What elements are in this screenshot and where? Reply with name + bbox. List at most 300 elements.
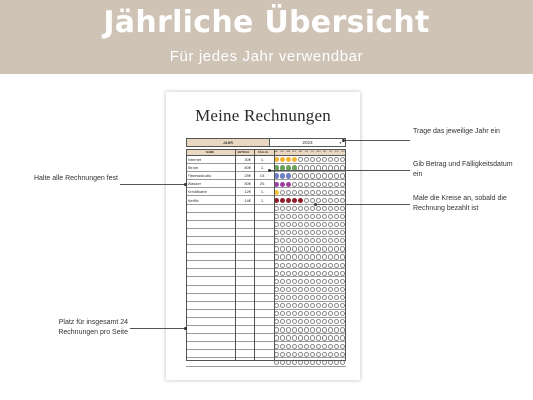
payment-circle[interactable] [280, 190, 285, 195]
bill-name[interactable]: Internet [187, 157, 202, 162]
payment-circle[interactable] [334, 271, 339, 276]
payment-circle[interactable] [310, 206, 315, 211]
payment-circle[interactable] [316, 279, 321, 284]
table-row[interactable] [186, 286, 346, 294]
payment-circle[interactable] [286, 352, 291, 357]
payment-circle[interactable] [328, 344, 333, 349]
bill-name[interactable]: Wasser [187, 181, 201, 187]
bill-amount[interactable]: 14€ [244, 197, 251, 203]
payment-circle[interactable] [298, 214, 303, 219]
payment-circle[interactable] [274, 303, 279, 308]
payment-circle[interactable] [316, 352, 321, 357]
table-row[interactable] [186, 213, 346, 221]
payment-circle[interactable] [334, 230, 339, 235]
payment-circle[interactable] [328, 279, 333, 284]
payment-circle[interactable] [310, 263, 315, 268]
payment-circle[interactable] [274, 335, 279, 340]
payment-circle[interactable] [304, 303, 309, 308]
payment-circle[interactable] [292, 327, 297, 332]
payment-circle[interactable] [292, 263, 297, 268]
payment-circle[interactable] [304, 222, 309, 227]
payment-circle[interactable] [286, 287, 291, 292]
payment-circle[interactable] [280, 295, 285, 300]
payment-circle[interactable] [316, 206, 321, 211]
payment-circle[interactable] [286, 279, 291, 284]
payment-circle[interactable] [340, 319, 345, 324]
payment-circle[interactable] [334, 311, 339, 316]
payment-circle[interactable] [340, 327, 345, 332]
payment-circle[interactable] [328, 198, 333, 203]
payment-circle[interactable] [286, 360, 291, 365]
payment-circle[interactable] [280, 303, 285, 308]
payment-circle[interactable] [310, 335, 315, 340]
payment-circle[interactable] [304, 287, 309, 292]
payment-circle[interactable] [304, 254, 309, 259]
payment-circle[interactable] [274, 190, 279, 195]
table-row[interactable] [186, 245, 346, 253]
payment-circle[interactable] [292, 222, 297, 227]
payment-circle[interactable] [316, 311, 321, 316]
payment-circle[interactable] [274, 206, 279, 211]
table-row[interactable] [186, 180, 346, 188]
payment-circle[interactable] [322, 360, 327, 365]
payment-circle[interactable] [280, 254, 285, 259]
payment-circle[interactable] [328, 230, 333, 235]
payment-circle[interactable] [298, 198, 303, 203]
table-row[interactable] [186, 237, 346, 245]
payment-circle[interactable] [328, 238, 333, 243]
payment-circle[interactable] [286, 230, 291, 235]
payment-circle[interactable] [298, 311, 303, 316]
payment-circle[interactable] [334, 214, 339, 219]
payment-circle[interactable] [322, 254, 327, 259]
payment-circle[interactable] [286, 173, 291, 178]
payment-circle[interactable] [298, 352, 303, 357]
payment-circle[interactable] [322, 352, 327, 357]
payment-circle[interactable] [292, 157, 297, 162]
payment-circle[interactable] [298, 173, 303, 178]
payment-circle[interactable] [316, 303, 321, 308]
payment-circle[interactable] [304, 238, 309, 243]
payment-circle[interactable] [304, 335, 309, 340]
bill-amount[interactable]: 80€ [244, 165, 251, 171]
payment-circle[interactable] [334, 206, 339, 211]
payment-circle[interactable] [274, 360, 279, 365]
payment-circle[interactable] [340, 303, 345, 308]
payment-circle[interactable] [304, 190, 309, 195]
payment-circle[interactable] [286, 327, 291, 332]
payment-circle[interactable] [316, 319, 321, 324]
payment-circle[interactable] [280, 352, 285, 357]
payment-circle[interactable] [280, 230, 285, 235]
payment-circle[interactable] [298, 287, 303, 292]
payment-circle[interactable] [286, 254, 291, 259]
payment-circle[interactable] [304, 173, 309, 178]
payment-circle[interactable] [328, 157, 333, 162]
payment-circle[interactable] [310, 254, 315, 259]
payment-circle[interactable] [316, 198, 321, 203]
bill-due-date[interactable]: 15. [259, 173, 266, 179]
payment-circle[interactable] [298, 335, 303, 340]
payment-circle[interactable] [340, 246, 345, 251]
payment-circle[interactable] [340, 352, 345, 357]
payment-circle[interactable] [328, 190, 333, 195]
bill-due-date[interactable]: 1. [260, 197, 265, 203]
table-row[interactable] [186, 302, 346, 310]
payment-circle[interactable] [286, 303, 291, 308]
payment-circle[interactable] [322, 222, 327, 227]
payment-circle[interactable] [334, 238, 339, 243]
table-row[interactable] [186, 326, 346, 334]
payment-circle[interactable] [292, 335, 297, 340]
payment-circle[interactable] [286, 319, 291, 324]
payment-circle[interactable] [274, 238, 279, 243]
payment-circle[interactable] [298, 254, 303, 259]
table-row[interactable] [186, 318, 346, 326]
payment-circle[interactable] [292, 295, 297, 300]
bill-due-date[interactable]: 1. [260, 165, 265, 171]
payment-circle[interactable] [298, 279, 303, 284]
payment-circle[interactable] [286, 198, 291, 203]
payment-circle[interactable] [310, 352, 315, 357]
payment-circle[interactable] [310, 246, 315, 251]
payment-circle[interactable] [334, 287, 339, 292]
payment-circle[interactable] [316, 157, 321, 162]
payment-circle[interactable] [280, 335, 285, 340]
payment-circle[interactable] [304, 279, 309, 284]
bill-due-date[interactable]: 1. [260, 189, 265, 195]
payment-circle[interactable] [334, 254, 339, 259]
table-row[interactable] [186, 188, 346, 196]
table-row[interactable] [186, 261, 346, 269]
payment-circle[interactable] [316, 271, 321, 276]
payment-circle[interactable] [322, 279, 327, 284]
table-row[interactable] [186, 253, 346, 261]
payment-circle[interactable] [292, 271, 297, 276]
payment-circle[interactable] [304, 344, 309, 349]
payment-circle[interactable] [316, 327, 321, 332]
payment-circle[interactable] [274, 279, 279, 284]
payment-circle[interactable] [328, 335, 333, 340]
bill-name[interactable]: Kreditkarte [187, 189, 207, 195]
payment-circle[interactable] [292, 246, 297, 251]
payment-circle[interactable] [274, 230, 279, 235]
payment-circle[interactable] [274, 222, 279, 227]
payment-circle[interactable] [304, 182, 309, 187]
payment-circle[interactable] [310, 157, 315, 162]
payment-circle[interactable] [316, 182, 321, 187]
payment-circle[interactable] [280, 327, 285, 332]
payment-circle[interactable] [274, 246, 279, 251]
payment-circle[interactable] [274, 271, 279, 276]
payment-circle[interactable] [310, 182, 315, 187]
payment-circle[interactable] [292, 319, 297, 324]
payment-circle[interactable] [328, 295, 333, 300]
payment-circle[interactable] [316, 246, 321, 251]
payment-circle[interactable] [310, 173, 315, 178]
payment-circle[interactable] [322, 230, 327, 235]
payment-circle[interactable] [322, 157, 327, 162]
payment-circle[interactable] [340, 238, 345, 243]
payment-circle[interactable] [280, 206, 285, 211]
table-row[interactable] [186, 205, 346, 213]
payment-circle[interactable] [340, 198, 345, 203]
payment-circle[interactable] [328, 352, 333, 357]
payment-circle[interactable] [340, 287, 345, 292]
payment-circle[interactable] [292, 190, 297, 195]
payment-circle[interactable] [340, 360, 345, 365]
payment-circle[interactable] [322, 311, 327, 316]
payment-circle[interactable] [310, 319, 315, 324]
payment-circle[interactable] [322, 190, 327, 195]
payment-circle[interactable] [298, 295, 303, 300]
payment-circle[interactable] [316, 287, 321, 292]
payment-circle[interactable] [274, 344, 279, 349]
payment-circle[interactable] [304, 214, 309, 219]
payment-circle[interactable] [334, 222, 339, 227]
payment-circle[interactable] [286, 214, 291, 219]
payment-circle[interactable] [298, 327, 303, 332]
payment-circle[interactable] [334, 295, 339, 300]
payment-circle[interactable] [334, 319, 339, 324]
payment-circle[interactable] [274, 263, 279, 268]
payment-circle[interactable] [334, 198, 339, 203]
payment-circle[interactable] [322, 295, 327, 300]
bill-name[interactable]: Fitnessstudio [187, 173, 212, 179]
payment-circle[interactable] [274, 198, 279, 203]
payment-circle[interactable] [304, 295, 309, 300]
payment-circle[interactable] [286, 263, 291, 268]
payment-circle[interactable] [298, 303, 303, 308]
table-row[interactable] [186, 359, 346, 367]
payment-circle[interactable] [334, 360, 339, 365]
bill-name[interactable]: Netflix [187, 197, 199, 203]
payment-circle[interactable] [322, 246, 327, 251]
payment-circle[interactable] [340, 214, 345, 219]
table-row[interactable] [186, 156, 346, 164]
payment-circle[interactable] [280, 360, 285, 365]
payment-circle[interactable] [280, 319, 285, 324]
payment-circle[interactable] [304, 263, 309, 268]
payment-circle[interactable] [334, 335, 339, 340]
payment-circle[interactable] [316, 214, 321, 219]
table-row[interactable] [186, 310, 346, 318]
payment-circle[interactable] [286, 238, 291, 243]
payment-circle[interactable] [304, 319, 309, 324]
payment-circle[interactable] [310, 360, 315, 365]
payment-circle[interactable] [310, 295, 315, 300]
payment-circle[interactable] [280, 344, 285, 349]
table-row[interactable] [186, 334, 346, 342]
payment-circle[interactable] [334, 246, 339, 251]
payment-circle[interactable] [328, 287, 333, 292]
payment-circle[interactable] [292, 360, 297, 365]
payment-circle[interactable] [280, 238, 285, 243]
payment-circle[interactable] [316, 360, 321, 365]
year-dropdown[interactable] [269, 139, 345, 146]
payment-circle[interactable] [322, 287, 327, 292]
payment-circle[interactable] [286, 311, 291, 316]
payment-circle[interactable] [340, 230, 345, 235]
payment-circle[interactable] [280, 311, 285, 316]
payment-circle[interactable] [316, 263, 321, 268]
payment-circle[interactable] [322, 198, 327, 203]
payment-circle[interactable] [292, 279, 297, 284]
payment-circle[interactable] [328, 214, 333, 219]
payment-circle[interactable] [334, 263, 339, 268]
payment-circle[interactable] [298, 263, 303, 268]
payment-circle[interactable] [316, 254, 321, 259]
payment-circle[interactable] [274, 311, 279, 316]
payment-circle[interactable] [274, 254, 279, 259]
payment-circle[interactable] [334, 279, 339, 284]
payment-circle[interactable] [286, 335, 291, 340]
payment-circle[interactable] [286, 246, 291, 251]
payment-circle[interactable] [286, 206, 291, 211]
payment-circle[interactable] [280, 246, 285, 251]
payment-circle[interactable] [328, 360, 333, 365]
payment-circle[interactable] [340, 263, 345, 268]
payment-circle[interactable] [328, 206, 333, 211]
payment-circle[interactable] [328, 271, 333, 276]
payment-circle[interactable] [334, 303, 339, 308]
payment-circle[interactable] [298, 182, 303, 187]
payment-circle[interactable] [340, 222, 345, 227]
payment-circle[interactable] [292, 173, 297, 178]
payment-circle[interactable] [340, 271, 345, 276]
payment-circle[interactable] [274, 173, 279, 178]
payment-circle[interactable] [328, 319, 333, 324]
payment-circle[interactable] [340, 190, 345, 195]
table-row[interactable] [186, 221, 346, 229]
payment-circle[interactable] [310, 279, 315, 284]
payment-circle[interactable] [280, 271, 285, 276]
table-row[interactable] [186, 294, 346, 302]
payment-circle[interactable] [328, 173, 333, 178]
payment-circle[interactable] [334, 352, 339, 357]
payment-circle[interactable] [274, 157, 279, 162]
payment-circle[interactable] [292, 254, 297, 259]
payment-circle[interactable] [322, 271, 327, 276]
payment-circle[interactable] [280, 287, 285, 292]
payment-circle[interactable] [316, 238, 321, 243]
payment-circle[interactable] [310, 214, 315, 219]
payment-circle[interactable] [316, 230, 321, 235]
payment-circle[interactable] [322, 173, 327, 178]
bill-amount[interactable]: 30€ [244, 157, 251, 162]
payment-circle[interactable] [340, 311, 345, 316]
payment-circle[interactable] [274, 295, 279, 300]
payment-circle[interactable] [304, 206, 309, 211]
payment-circle[interactable] [304, 198, 309, 203]
payment-circle[interactable] [328, 303, 333, 308]
payment-circle[interactable] [286, 157, 291, 162]
payment-circle[interactable] [292, 230, 297, 235]
payment-circle[interactable] [292, 182, 297, 187]
payment-circle[interactable] [340, 157, 345, 162]
table-row[interactable] [186, 278, 346, 286]
payment-circle[interactable] [304, 271, 309, 276]
payment-circle[interactable] [274, 352, 279, 357]
payment-circle[interactable] [322, 214, 327, 219]
table-row[interactable] [186, 229, 346, 237]
table-row[interactable] [186, 172, 346, 180]
payment-circle[interactable] [334, 173, 339, 178]
payment-circle[interactable] [322, 327, 327, 332]
payment-circle[interactable] [310, 344, 315, 349]
bill-amount[interactable]: 12€ [244, 189, 251, 195]
payment-circle[interactable] [274, 214, 279, 219]
payment-circle[interactable] [310, 303, 315, 308]
payment-circle[interactable] [334, 344, 339, 349]
payment-circle[interactable] [280, 198, 285, 203]
bill-amount[interactable]: 50€ [244, 181, 251, 187]
payment-circle[interactable] [286, 182, 291, 187]
payment-circle[interactable] [340, 295, 345, 300]
payment-circle[interactable] [310, 190, 315, 195]
table-row[interactable] [186, 342, 346, 350]
payment-circle[interactable] [328, 327, 333, 332]
bill-due-date[interactable]: 1. [260, 157, 265, 162]
payment-circle[interactable] [274, 287, 279, 292]
payment-circle[interactable] [298, 319, 303, 324]
payment-circle[interactable] [286, 271, 291, 276]
payment-circle[interactable] [322, 335, 327, 340]
payment-circle[interactable] [316, 222, 321, 227]
payment-circle[interactable] [310, 222, 315, 227]
payment-circle[interactable] [334, 157, 339, 162]
payment-circle[interactable] [280, 263, 285, 268]
payment-circle[interactable] [298, 271, 303, 276]
payment-circle[interactable] [292, 311, 297, 316]
payment-circle[interactable] [274, 182, 279, 187]
payment-circle[interactable] [304, 327, 309, 332]
payment-circle[interactable] [304, 311, 309, 316]
payment-circle[interactable] [280, 279, 285, 284]
payment-circle[interactable] [328, 263, 333, 268]
payment-circle[interactable] [316, 295, 321, 300]
payment-circle[interactable] [304, 230, 309, 235]
payment-circle[interactable] [322, 238, 327, 243]
payment-circle[interactable] [298, 222, 303, 227]
payment-circle[interactable] [340, 254, 345, 259]
payment-circle[interactable] [310, 238, 315, 243]
payment-circle[interactable] [328, 222, 333, 227]
payment-circle[interactable] [298, 206, 303, 211]
payment-circle[interactable] [280, 222, 285, 227]
payment-circle[interactable] [292, 344, 297, 349]
payment-circle[interactable] [286, 344, 291, 349]
payment-circle[interactable] [328, 246, 333, 251]
payment-circle[interactable] [322, 319, 327, 324]
payment-circle[interactable] [298, 360, 303, 365]
payment-circle[interactable] [292, 352, 297, 357]
table-row[interactable] [186, 350, 346, 358]
payment-circle[interactable] [286, 295, 291, 300]
payment-circle[interactable] [310, 311, 315, 316]
payment-circle[interactable] [274, 327, 279, 332]
payment-circle[interactable] [292, 287, 297, 292]
payment-circle[interactable] [322, 206, 327, 211]
payment-circle[interactable] [280, 173, 285, 178]
payment-circle[interactable] [304, 246, 309, 251]
payment-circle[interactable] [340, 279, 345, 284]
payment-circle[interactable] [334, 327, 339, 332]
payment-circle[interactable] [316, 344, 321, 349]
payment-circle[interactable] [286, 222, 291, 227]
payment-circle[interactable] [340, 173, 345, 178]
payment-circle[interactable] [298, 157, 303, 162]
